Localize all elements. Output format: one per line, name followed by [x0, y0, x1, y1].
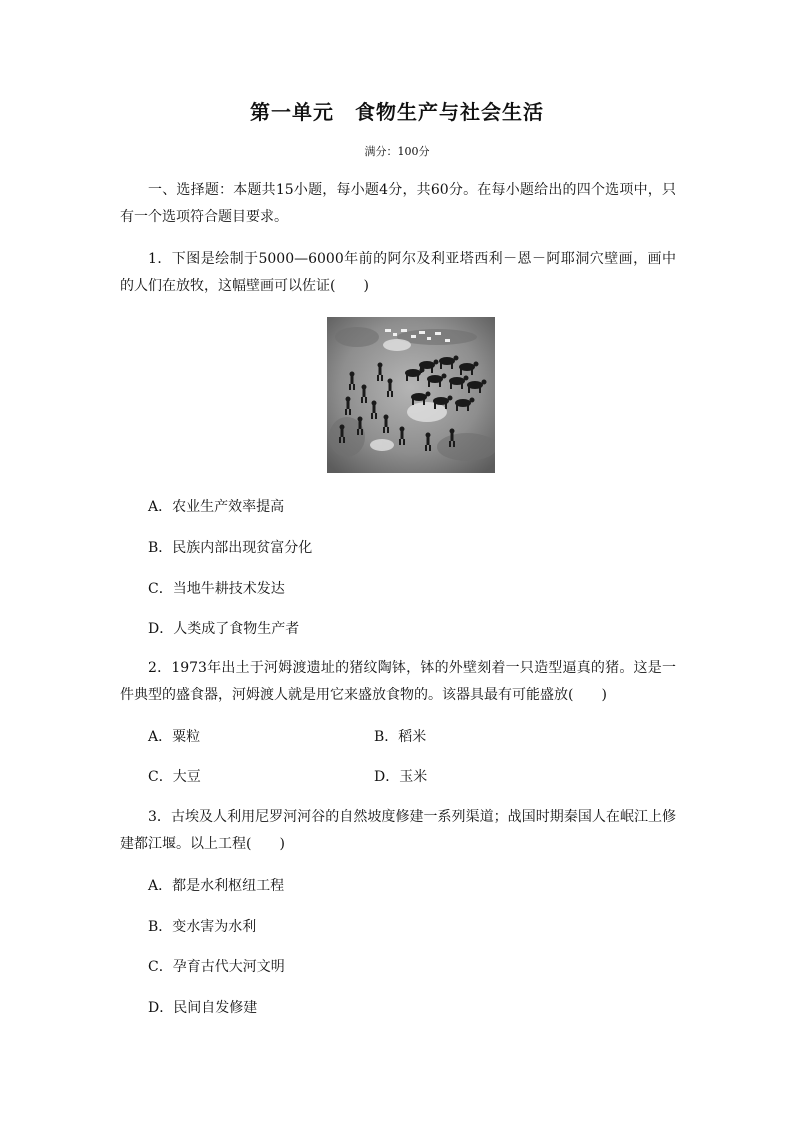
- question-1-option-d: D．人类成了食物生产者: [148, 621, 300, 637]
- question-3-stem: 3．古埃及人利用尼罗河河谷的自然坡度修建一系列渠道；战国时期秦国人在岷江上修建都江堰。以上工程( ): [120, 809, 676, 852]
- cave-painting-image: [327, 317, 495, 473]
- question-1-stem: 1．下图是绘制于5000—6000年前的阿尔及利亚塔西利－恩－阿耶洞穴壁画，画中的人们在放牧，这幅壁画可以佐证( ): [120, 251, 676, 294]
- question-1-option-b: B．民族内部出现贫富分化: [148, 540, 313, 556]
- section-instructions: 一、选择题：本题共15小题，每小题4分，共60分。在每小题给出的四个选项中，只有一个选项符合题目要求。: [120, 182, 676, 225]
- question-2-option-b: B．稻米: [374, 729, 427, 745]
- question-2-option-c: C．大豆: [148, 769, 201, 785]
- cave-painting-illustration: [327, 317, 495, 473]
- question-3-option-a: A．都是水利枢纽工程: [148, 878, 285, 894]
- question-2-option-a: A．粟粒: [148, 729, 201, 745]
- full-score: 满分：100分: [364, 145, 430, 158]
- question-2-stem: 2．1973年出土于河姆渡遗址的猪纹陶钵，钵的外壁刻着一只造型逼真的猪。这是一件典型的盛食器，河姆渡人就是用它来盛放食物的。该器具最有可能盛放( ): [120, 660, 676, 703]
- unit-title: 第一单元 食物生产与社会生活: [250, 100, 544, 124]
- question-1-option-a: A．农业生产效率提高: [148, 499, 285, 515]
- question-3-option-d: D．民间自发修建: [148, 1000, 258, 1016]
- question-3-option-c: C．孕育古代大河文明: [148, 959, 285, 975]
- question-1-option-c: C．当地牛耕技术发达: [148, 581, 285, 597]
- question-3-option-b: B．变水害为水利: [148, 919, 257, 935]
- question-2-option-d: D．玉米: [374, 769, 428, 785]
